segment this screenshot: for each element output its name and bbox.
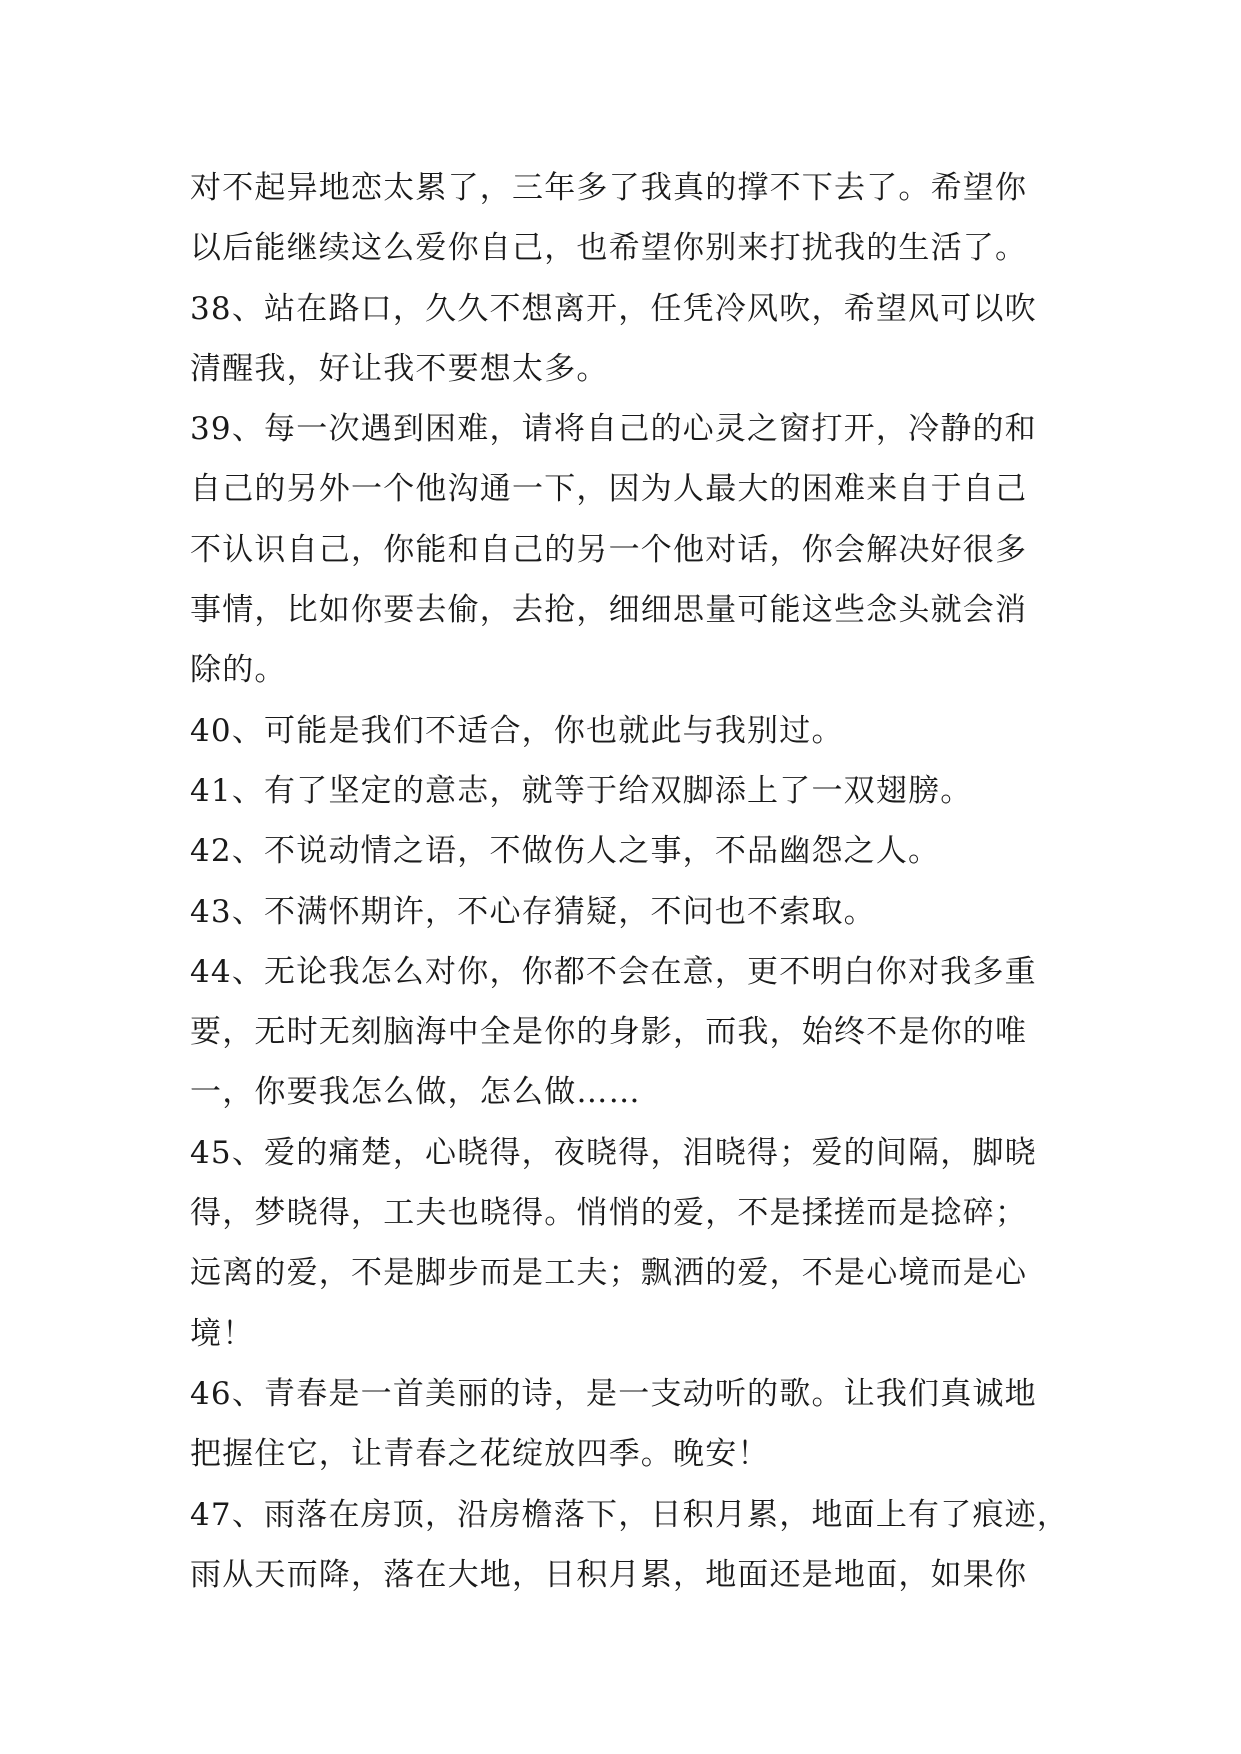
text-line: 44、无论我怎么对你，你都不会在意，更不明白你对我多重 — [190, 953, 1037, 990]
text-line: 境！ — [190, 1315, 255, 1352]
text-line: 把握住它，让青春之花绽放四季。晚安！ — [190, 1436, 770, 1473]
text-line: 39、每一次遇到困难，请将自己的心灵之窗打开，冷静的和 — [190, 411, 1037, 448]
text-line: 40、可能是我们不适合，你也就此与我别过。 — [190, 712, 844, 749]
text-line: 38、站在路口，久久不想离开，任凭冷风吹，希望风可以吹 — [190, 290, 1037, 327]
text-line: 要，无时无刻脑海中全是你的身影，而我，始终不是你的唯 — [190, 1014, 1028, 1051]
text-line: 除的。 — [190, 652, 287, 689]
text-line: 41、有了坚定的意志，就等于给双脚添上了一双翅膀。 — [190, 772, 973, 809]
text-line: 46、青春是一首美丽的诗，是一支动听的歌。让我们真诚地 — [190, 1375, 1037, 1412]
text-line: 47、雨落在房顶，沿房檐落下，日积月累，地面上有了痕迹， — [190, 1496, 1070, 1533]
text-line: 不认识自己，你能和自己的另一个他对话，你会解决好很多 — [190, 531, 1028, 568]
text-line: 对不起异地恋太累了，三年多了我真的撑不下去了。希望你 — [190, 170, 1028, 206]
text-line: 事情，比如你要去偷，去抢，细细思量可能这些念头就会消 — [190, 592, 1028, 629]
text-line: 43、不满怀期许，不心存猜疑，不问也不索取。 — [190, 893, 876, 930]
text-line: 42、不说动情之语，不做伤人之事，不品幽怨之人。 — [190, 833, 941, 870]
text-line: 远离的爱，不是脚步而是工夫；飘洒的爱，不是心境而是心 — [190, 1255, 1028, 1292]
text-line: 自己的另外一个他沟通一下，因为人最大的困难来自于自己 — [190, 471, 1028, 508]
text-line: 45、爱的痛楚，心晓得，夜晓得，泪晓得；爱的间隔，脚晓 — [190, 1134, 1037, 1171]
text-line: 得，梦晓得，工夫也晓得。悄悄的爱，不是揉搓而是捻碎； — [190, 1195, 1028, 1232]
body-text — [190, 158, 1090, 1605]
text-line: 以后能继续这么爱你自己，也希望你别来打扰我的生活了。 — [190, 230, 1028, 267]
text-line: 雨从天而降，落在大地，日积月累，地面还是地面，如果你 — [190, 1556, 1028, 1593]
text-line: 一，你要我怎么做，怎么做…… — [190, 1074, 641, 1111]
text-line: 清醒我，好让我不要想太多。 — [190, 350, 609, 387]
